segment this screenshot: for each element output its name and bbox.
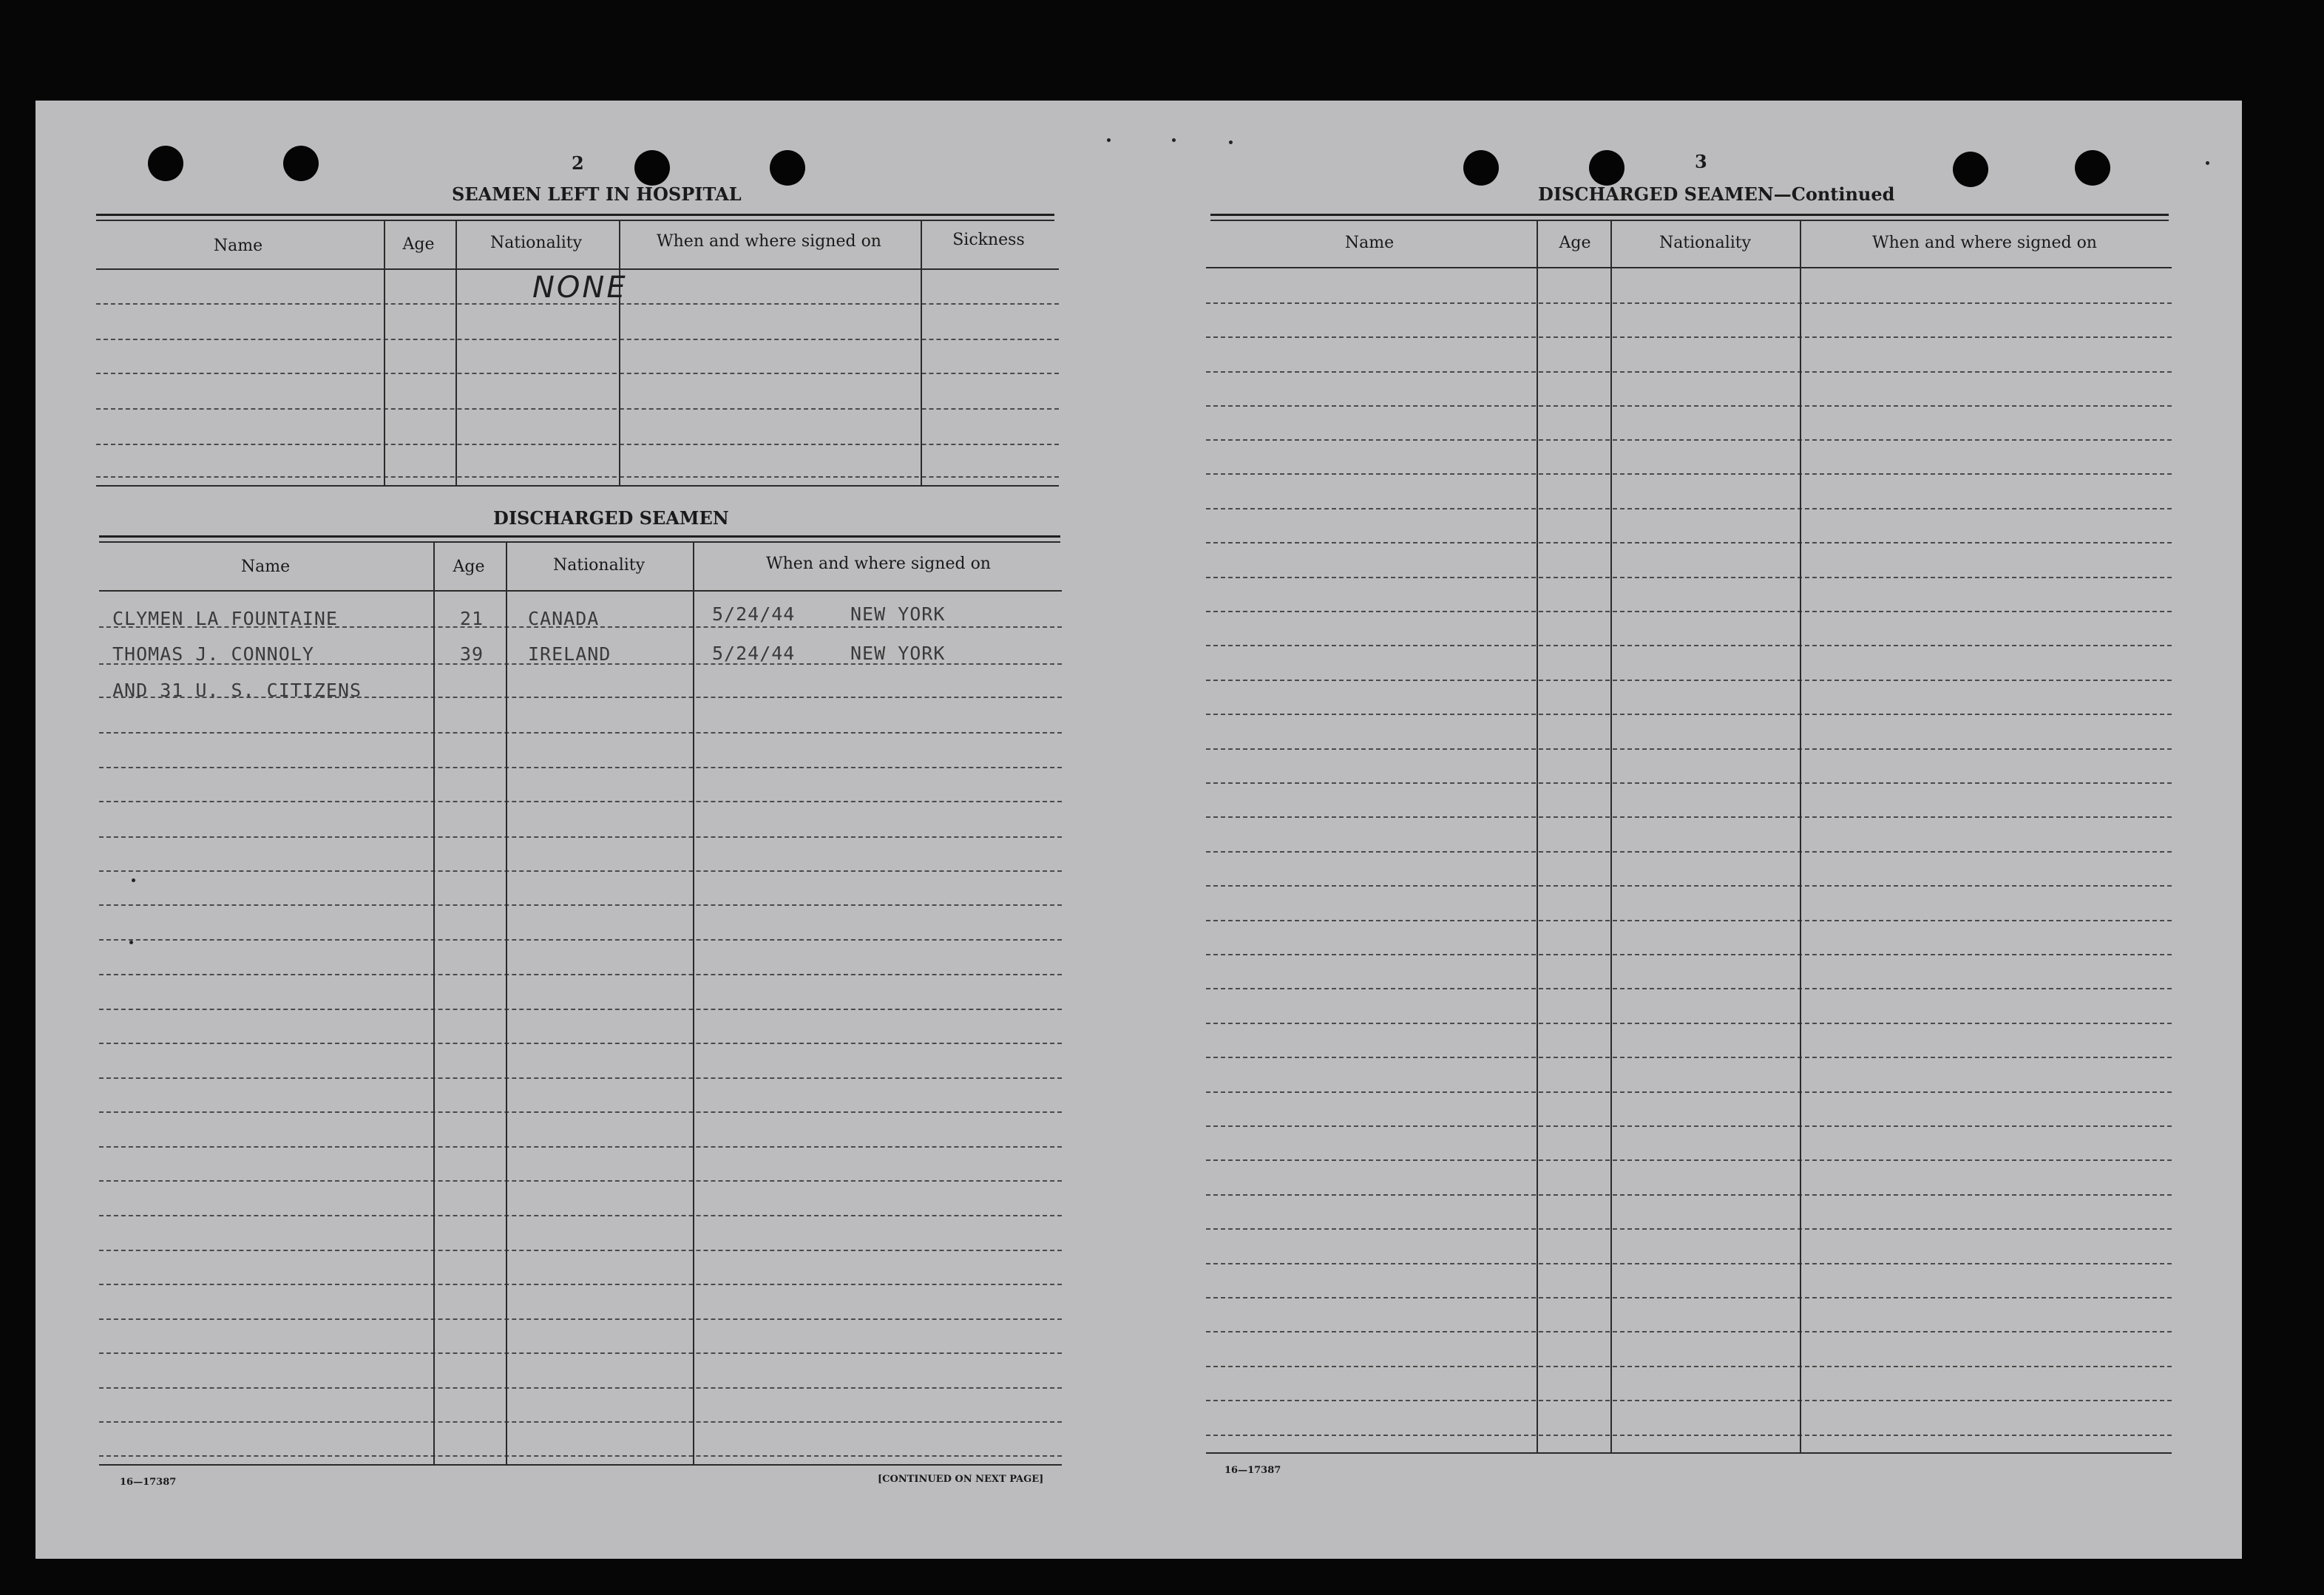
continued-note: [CONTINUED ON NEXT PAGE] <box>878 1474 1044 1485</box>
punch-hole <box>1953 152 1988 187</box>
column-header-age: Age <box>1559 234 1591 252</box>
signed-on-date: 5/24/44 <box>712 603 796 625</box>
punch-hole <box>148 146 183 181</box>
handwritten-none: NONE <box>532 271 628 305</box>
discharged-continued-title: DISCHARGED SEAMEN—Continued <box>1538 183 1895 205</box>
seaman-nationality: CANADA <box>528 608 600 629</box>
column-header-nationality: Nationality <box>1659 234 1752 252</box>
column-header-age: Age <box>402 235 435 254</box>
discharged-section-title: DISCHARGED SEAMEN <box>493 507 729 529</box>
column-header-name: Name <box>240 558 291 576</box>
column-header-nationality: Nationality <box>552 556 646 575</box>
signed-on-place: NEW YORK <box>850 643 946 664</box>
ink-speck <box>2206 161 2209 165</box>
punch-hole <box>634 150 670 186</box>
seaman-nationality: IRELAND <box>528 643 612 665</box>
seaman-age: 39 <box>460 643 484 665</box>
hospital-section-title: SEAMEN LEFT IN HOSPITAL <box>452 183 742 205</box>
ink-speck <box>1172 138 1176 142</box>
column-header-nationality: Nationality <box>489 234 583 252</box>
form-number: 16—17387 <box>1224 1465 1281 1476</box>
punch-hole <box>283 146 319 181</box>
document-paper <box>35 101 2242 1559</box>
punch-hole <box>1589 150 1625 186</box>
ink-speck <box>1229 140 1233 144</box>
signed-on-date: 5/24/44 <box>712 643 796 664</box>
ink-speck <box>129 941 133 944</box>
seaman-name: CLYMEN LA FOUNTAINE <box>112 608 338 629</box>
seaman-name: THOMAS J. CONNOLY <box>112 643 314 665</box>
column-header-signed-on: When and where signed on <box>766 555 991 573</box>
seaman-name: AND 31 U. S. CITIZENS <box>112 680 362 701</box>
ink-speck <box>132 878 135 882</box>
punch-hole <box>1463 150 1499 186</box>
punch-hole <box>770 150 805 186</box>
column-header-name: Name <box>1344 234 1395 252</box>
form-number: 16—17387 <box>120 1477 177 1488</box>
signed-on-place: NEW YORK <box>850 603 946 625</box>
seaman-age: 21 <box>460 608 484 629</box>
ink-speck <box>1107 138 1111 142</box>
column-header-name: Name <box>213 237 263 255</box>
column-header-age: Age <box>453 558 485 576</box>
page-number: 3 <box>1695 151 1707 172</box>
column-header-signed-on: When and where signed on <box>657 232 881 251</box>
punch-hole <box>2075 150 2110 186</box>
column-header-sickness: Sickness <box>952 231 1025 249</box>
page-number: 2 <box>572 152 584 174</box>
column-header-signed-on: When and where signed on <box>1872 234 2097 252</box>
